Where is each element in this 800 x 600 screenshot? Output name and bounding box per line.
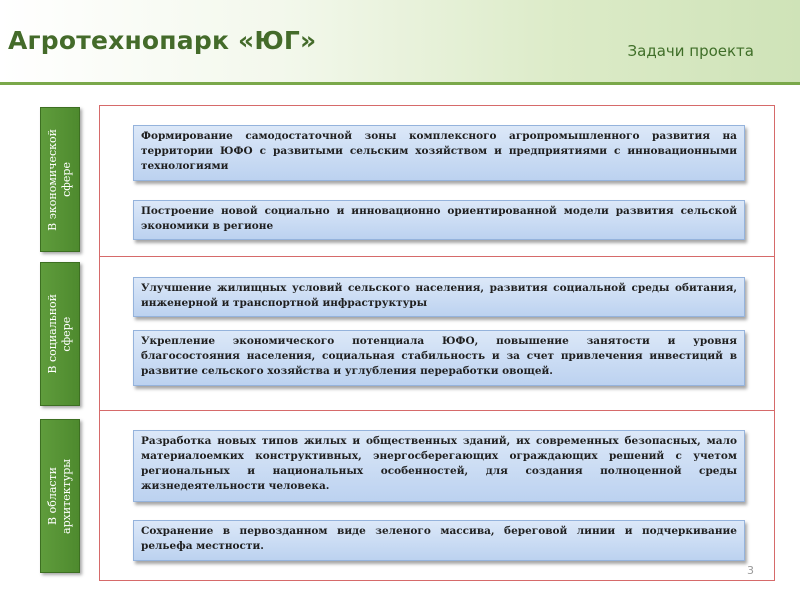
task-box: Формирование самодостаточной зоны комплексного агропромышленного развития на территории ЮФО с развитыми сельским хозяйством и предприятиями с инновационными технологиями: [133, 125, 745, 181]
page-number: 3: [747, 564, 754, 577]
task-box: Разработка новых типов жилых и общественных зданий, их современных безопасных, мало материалоемких конструктивных, энергосберегающих ограждающих решений с учетом региональных и национальных особенностей, для создания полноценной среды жизнедеятельности человека.: [133, 430, 745, 502]
section-label: В социальной сфере: [46, 294, 73, 374]
section-tab-social: [40, 262, 80, 406]
section-divider: [99, 410, 775, 411]
page-title: Агротехнопарк «ЮГ»: [8, 26, 317, 55]
section-tab-economic: [40, 107, 80, 252]
task-box: Укрепление экономического потенциала ЮФО, повышение занятости и уровня благосостояния населения, социальная стабильность и за счет привлечения инвестиций в развитие сельского хозяйства и углубления переработки овощей.: [133, 330, 745, 386]
section-label: В области архитектуры: [46, 458, 73, 534]
page-subtitle: Задачи проекта: [627, 42, 754, 60]
section-divider: [99, 256, 775, 257]
header-divider: [0, 82, 800, 85]
section-label: В экономической сфере: [46, 128, 73, 231]
section-tab-architecture: [40, 419, 80, 573]
task-box: Сохранение в первозданном виде зеленого массива, береговой линии и подчеркивание рельефа местности.: [133, 520, 745, 561]
task-box: Улучшение жилищных условий сельского населения, развития социальной среды обитания, инженерной и транспортной инфраструктуры: [133, 277, 745, 317]
task-box: Построение новой социально и инновационно ориентированной модели развития сельской экономики в регионе: [133, 200, 745, 240]
